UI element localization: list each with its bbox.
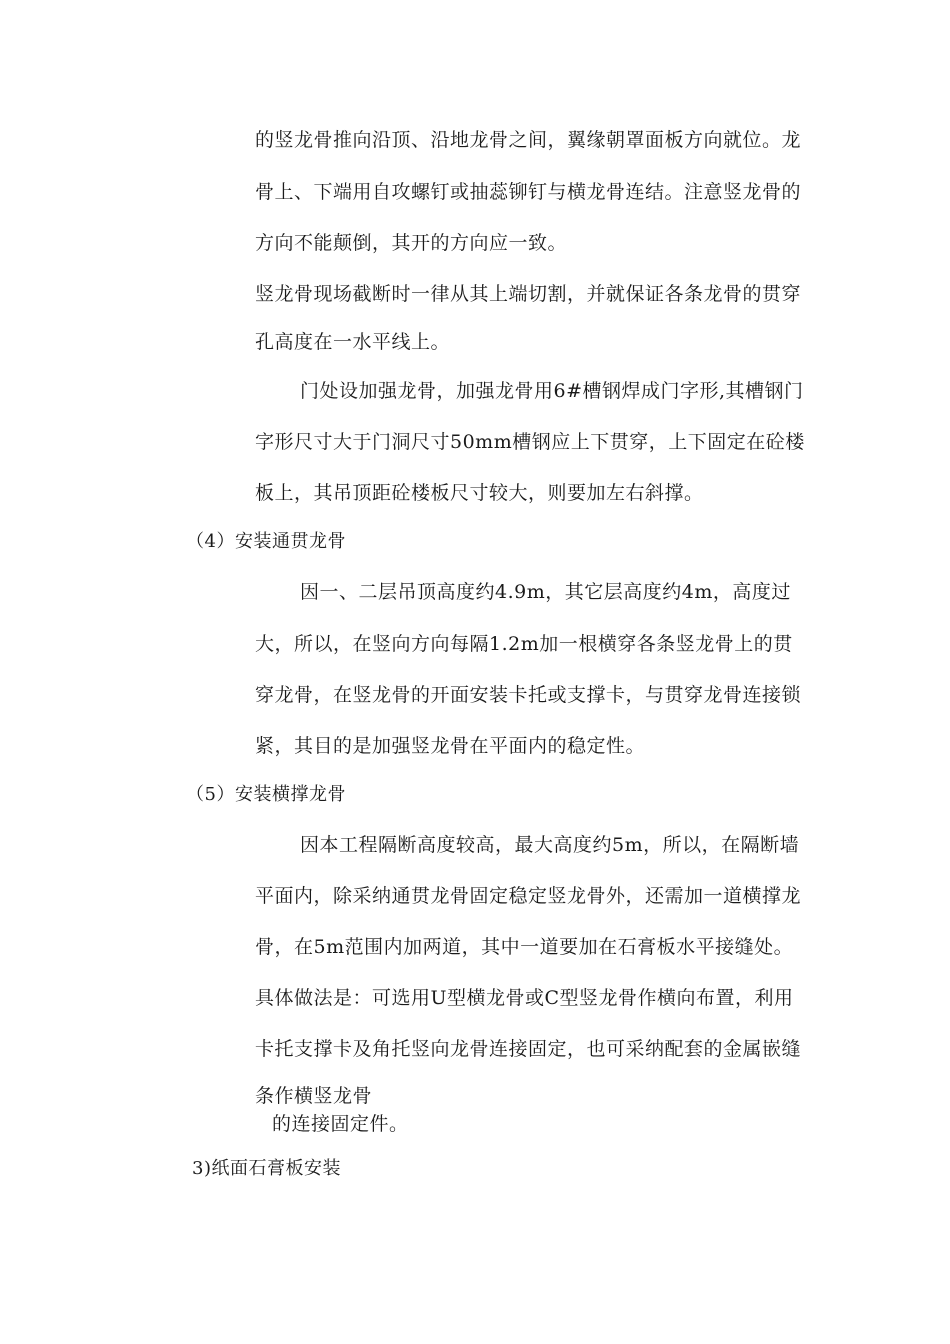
para4-line2: 大，所以，在竖向方向每隔1.2m加一根横穿各条竖龙骨上的贯 (255, 633, 793, 655)
section-heading-4: （4）安装通贯龙骨 (186, 531, 346, 552)
para3-line2: 字形尺寸大于门洞尺寸50mm槽钢应上下贯穿，上下固定在砼楼 (255, 431, 805, 453)
para2-line2: 孔高度在一水平线上。 (255, 331, 451, 353)
section-heading-3: 3)纸面石膏板安装 (192, 1158, 341, 1179)
para5-line5: 卡托支撑卡及角托竖向龙骨连接固定，也可采纳配套的金属嵌缝 (255, 1038, 802, 1060)
section-heading-5: （5）安装横撑龙骨 (186, 784, 346, 805)
para5-line6: 条作横竖龙骨 (255, 1085, 373, 1107)
para5-line7: 的连接固定件。 (272, 1113, 409, 1135)
para3-line3: 板上，其吊顶距砼楼板尺寸较大，则要加左右斜撑。 (255, 482, 704, 504)
para4-line4: 紧，其目的是加强竖龙骨在平面内的稳定性。 (255, 735, 646, 757)
para5-line4: 具体做法是：可选用U型横龙骨或C型竖龙骨作横向布置，利用 (255, 987, 794, 1009)
para4-line1: 因一、二层吊顶高度约4.9m，其它层高度约4m，高度过 (300, 581, 791, 603)
para5-line1: 因本工程隔断高度较高，最大高度约5m，所以，在隔断墙 (300, 834, 800, 856)
para1-line2: 骨上、下端用自攻螺钉或抽蕊铆钉与横龙骨连结。注意竖龙骨的 (255, 181, 802, 203)
para2-line1: 竖龙骨现场截断时一律从其上端切割，并就保证各条龙骨的贯穿 (255, 283, 802, 305)
para5-line3: 骨，在5m范围内加两道，其中一道要加在石膏板水平接缝处。 (255, 936, 794, 958)
para1-line3: 方向不能颠倒，其开的方向应一致。 (255, 232, 568, 254)
para3-line1: 门处设加强龙骨，加强龙骨用6#槽钢焊成门字形,其槽钢门 (300, 380, 804, 402)
para5-line2: 平面内，除采纳通贯龙骨固定稳定竖龙骨外，还需加一道横撑龙 (255, 885, 802, 907)
para1-line1: 的竖龙骨推向沿顶、沿地龙骨之间，翼缘朝罩面板方向就位。龙 (255, 129, 802, 151)
para4-line3: 穿龙骨，在竖龙骨的开面安装卡托或支撑卡，与贯穿龙骨连接锁 (255, 684, 802, 706)
